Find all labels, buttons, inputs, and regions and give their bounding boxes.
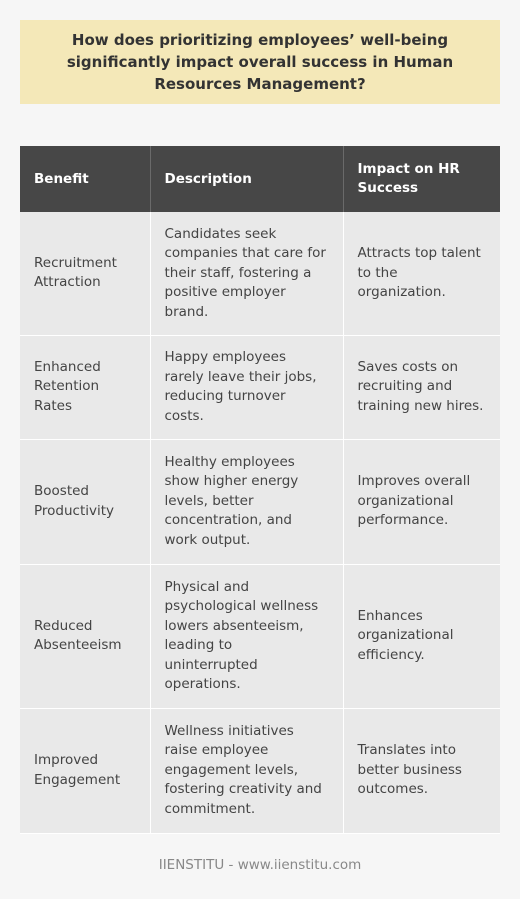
table-row — [20, 564, 500, 708]
title-banner — [20, 20, 500, 104]
header-benefit: Benefit — [20, 146, 150, 212]
benefit-cell: Enhanced Retention Rates — [20, 335, 150, 439]
description-cell: Physical and psychological wellness lowers absenteeism, leading to uninterrupted operations. — [150, 564, 343, 708]
benefit-cell: Boosted Productivity — [20, 439, 150, 564]
impact-cell: Attracts top talent to the organization. — [343, 212, 500, 335]
impact-cell: Improves overall organizational performance. — [343, 439, 500, 564]
page-title: How does prioritizing employees’ well-being significantly impact overall success in Human Resources Management? — [66, 31, 454, 93]
table-row — [20, 439, 500, 564]
description-cell: Candidates seek companies that care for their staff, fostering a positive employer brand. — [150, 212, 343, 335]
benefits-table — [20, 146, 500, 834]
table-row — [20, 212, 500, 335]
table-row — [20, 708, 500, 833]
benefit-cell: Reduced Absenteeism — [20, 564, 150, 708]
description-cell: Wellness initiatives raise employee engagement levels, fostering creativity and commitment. — [150, 708, 343, 833]
impact-cell: Saves costs on recruiting and training new hires. — [343, 335, 500, 439]
description-cell: Healthy employees show higher energy levels, better concentration, and work output. — [150, 439, 343, 564]
header-impact: Impact on HR Success — [343, 146, 500, 212]
benefit-cell: Recruitment Attraction — [20, 212, 150, 335]
table-row — [20, 335, 500, 439]
header-description: Description — [150, 146, 343, 212]
impact-cell: Translates into better business outcomes. — [343, 708, 500, 833]
description-cell: Happy employees rarely leave their jobs, reducing turnover costs. — [150, 335, 343, 439]
impact-cell: Enhances organizational efficiency. — [343, 564, 500, 708]
footer-credit: IIENSTITU - www.iienstitu.com — [158, 857, 362, 873]
benefit-cell: Improved Engagement — [20, 708, 150, 833]
table-header-row — [20, 146, 500, 212]
